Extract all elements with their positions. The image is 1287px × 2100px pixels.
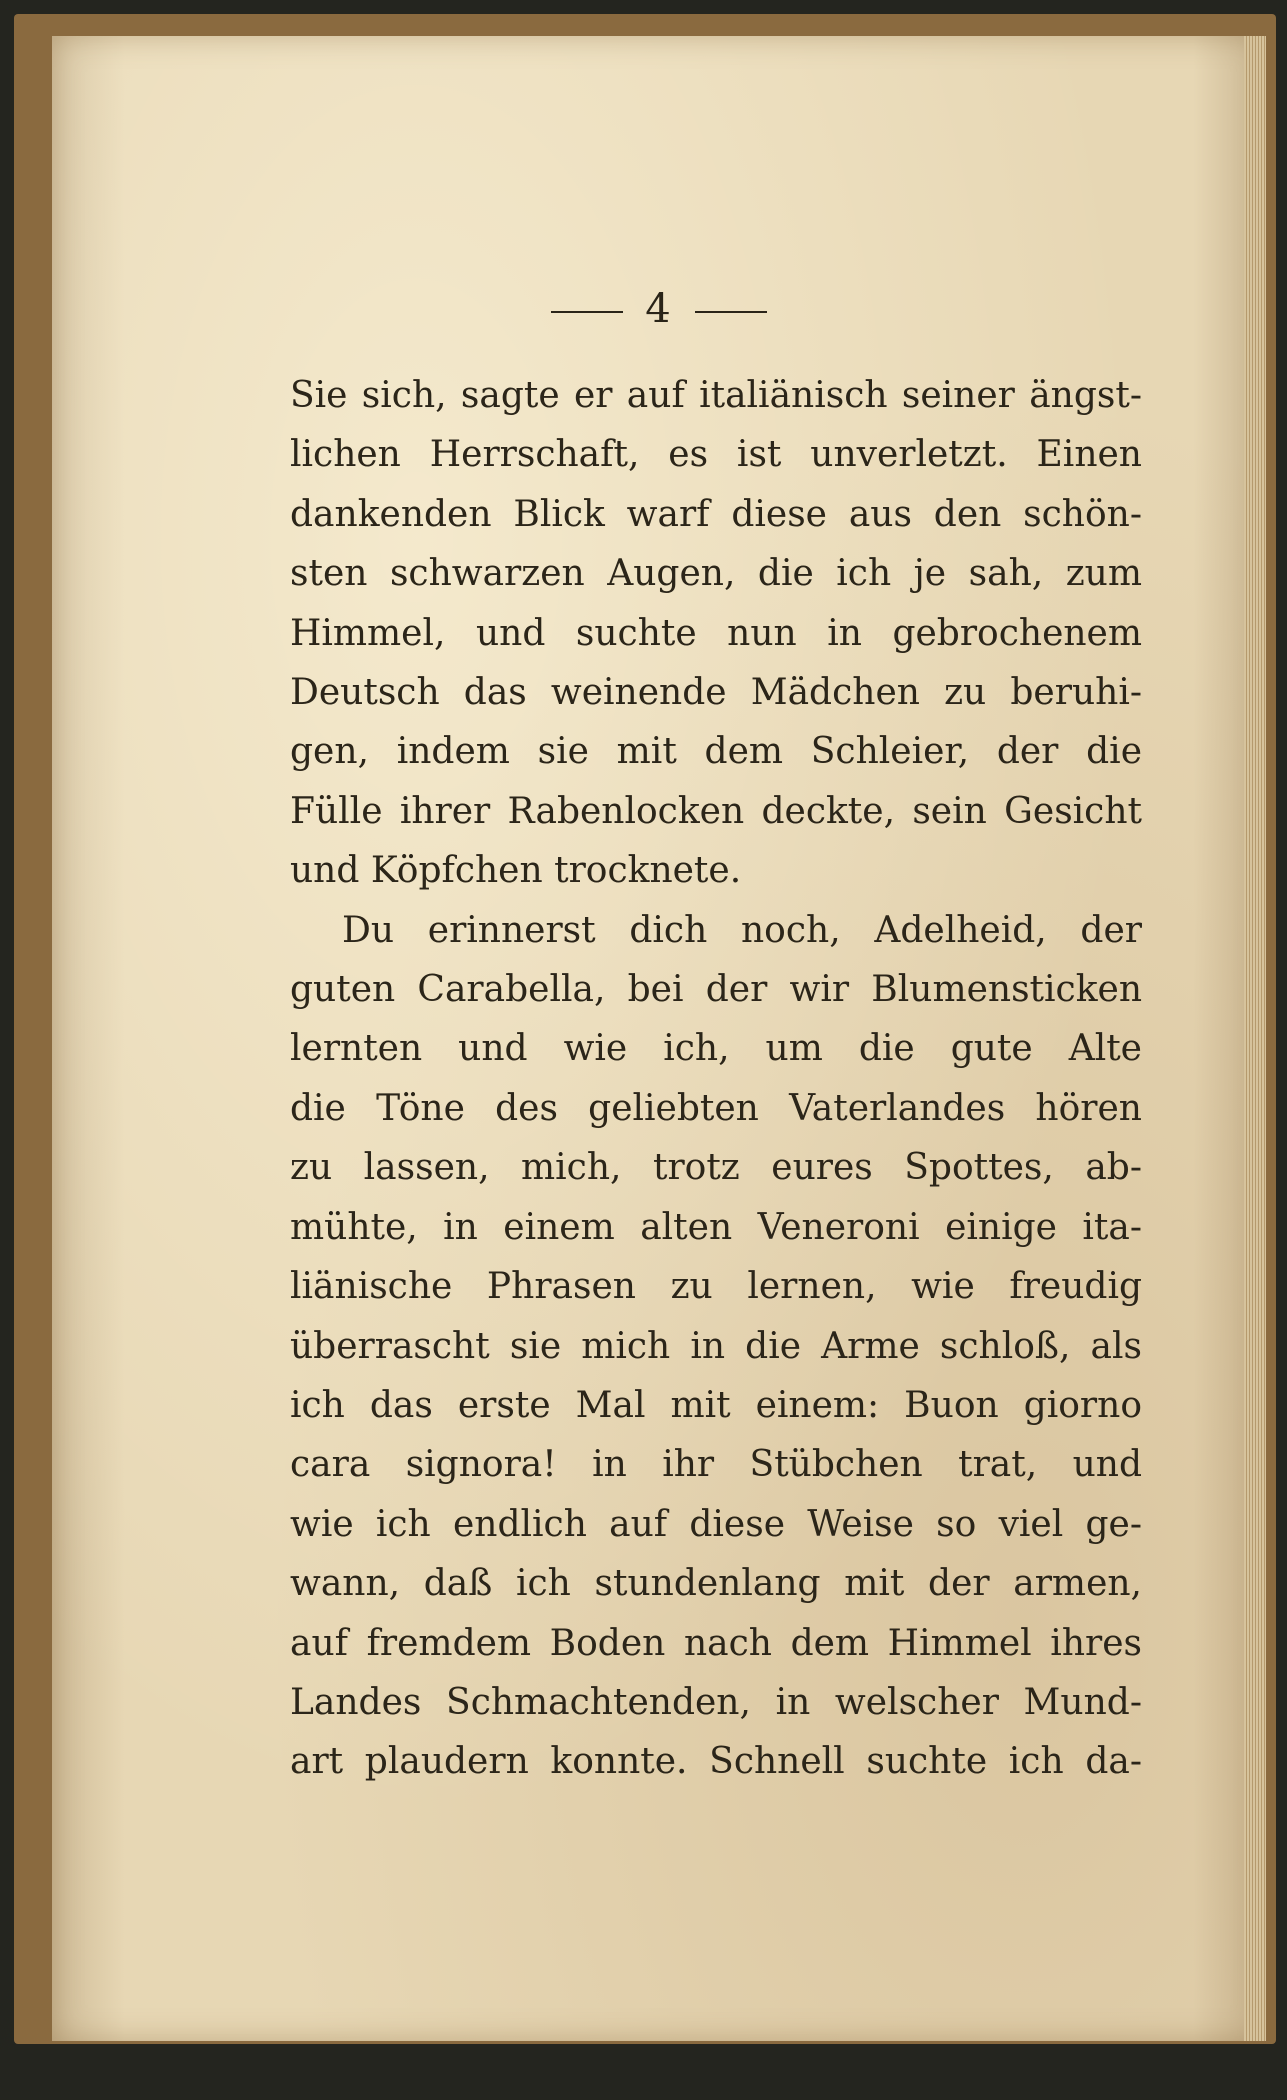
text-line: wann, daß ich stundenlang mit der armen, [290,1563,1142,1605]
text-line: Fülle ihrer Rabenlocken deckte, sein Gesicht [290,790,1142,832]
text-line: Himmel, und suchte nun in gebrochenem [290,612,1142,654]
text-line: cara signora! in ihr Stübchen trat, und [290,1444,1142,1486]
text-line: Deutsch das weinende Mädchen zu beruhi- [290,672,1142,714]
text-line: guten Carabella, bei der wir Blumensticken [290,969,1142,1011]
text-line: lernten und wie ich, um die gute Alte [290,1028,1142,1070]
text-line: und Köpfchen trocknete. [290,850,742,892]
text-line: Landes Schmachtenden, in welscher Mund- [290,1681,1142,1723]
text-line: mühte, in einem alten Veneroni einige ita- [290,1206,1142,1248]
text-line: ich das erste Mal mit einem: Buon giorno [290,1384,1142,1426]
text-line: Du erinnerst dich noch, Adelheid, der [342,909,1142,951]
body-text [290,366,1142,1792]
page-sheet [52,36,1266,2041]
text-line: art plaudern konnte. Schnell suchte ich da- [290,1741,1142,1783]
page-header [52,286,1266,332]
header-rule-right [695,311,767,313]
text-line: liänische Phrasen zu lernen, wie freudig [290,1266,1142,1308]
text-line: lichen Herrschaft, es ist unverletzt. Einen [290,434,1142,476]
text-line: zu lassen, mich, trotz eures Spottes, ab- [290,1147,1142,1189]
page-edge-stack [1244,36,1266,2041]
header-rule-left [551,311,623,313]
text-line: überrascht sie mich in die Arme schloß, als [290,1325,1142,1367]
page-number: 4 [645,286,673,332]
text-line: wie ich endlich auf diese Weise so viel ge- [290,1503,1142,1545]
text-line: die Töne des geliebten Vaterlandes hören [290,1087,1142,1129]
text-line: Sie sich, sagte er auf italiänisch seiner ängst- [290,375,1142,416]
text-line: auf fremdem Boden nach dem Himmel ihres [290,1622,1142,1664]
text-line: gen, indem sie mit dem Schleier, der die [290,731,1142,773]
text-line: dankenden Blick warf diese aus den schön- [290,493,1142,535]
text-line: sten schwarzen Augen, die ich je sah, zum [290,553,1142,595]
